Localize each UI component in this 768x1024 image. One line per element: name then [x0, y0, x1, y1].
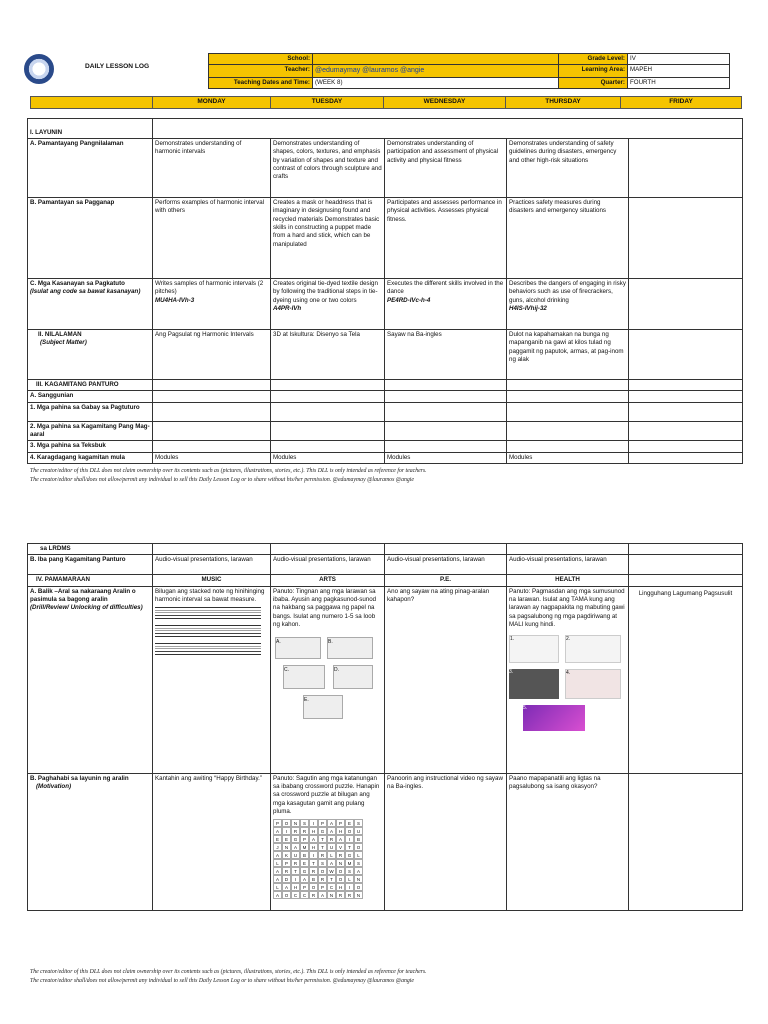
cell-tuesday: Demonstrates understanding of shapes, colors, textures, and emphasis by variation of shapes and texture and contrast of colors through sculpture and crafts — [271, 139, 385, 198]
grade-field[interactable]: IV — [628, 54, 730, 65]
puzzle-cell[interactable]: G — [291, 835, 300, 843]
cell-friday — [629, 198, 743, 279]
puzzle-cell[interactable]: L — [345, 875, 354, 883]
objectives-table — [27, 118, 743, 464]
puzzle-cell[interactable]: S — [345, 867, 354, 875]
puzzle-row — [273, 867, 382, 875]
puzzle-cell[interactable]: P — [336, 819, 345, 827]
puzzle-cell[interactable]: S — [318, 859, 327, 867]
puzzle-cell[interactable]: I — [345, 883, 354, 891]
disclaimer-footer-2: The creator/editor of this DLL does not claim ownership over its contents such as (pictures, illustrations, stories, etc.). This DLL is only intended as reference for teachers. The creator/editor shall/does not allow/permit any individual to sell this Daily Lesson Log or to share without his/her permission. @edumaymay @lauramos @angie — [30, 969, 427, 984]
puzzle-cell[interactable]: A — [318, 891, 327, 899]
puzzle-cell[interactable]: A — [273, 891, 282, 899]
puzzle-cell[interactable]: U — [327, 843, 336, 851]
puzzle-row — [273, 851, 382, 859]
puzzle-cell[interactable]: A — [291, 843, 300, 851]
cell-wednesday: Modules — [385, 452, 507, 463]
puzzle-cell[interactable]: M — [345, 859, 354, 867]
puzzle-cell[interactable]: R — [345, 891, 354, 899]
puzzle-cell[interactable]: H — [309, 827, 318, 835]
header-table — [208, 53, 730, 89]
row-sanggunian: A. Sanggunian — [28, 391, 153, 402]
day-wednesday: WEDNESDAY — [384, 97, 506, 109]
puzzle-cell[interactable]: V — [336, 843, 345, 851]
puzzle-cell[interactable]: G — [318, 827, 327, 835]
row-label-balik: A. Balik –Aral sa nakaraang Aralin o pasimula sa bagong aralin (Drill/Review/ Unlocking of difficulties) — [28, 586, 153, 773]
puzzle-cell[interactable]: N — [327, 891, 336, 899]
music-staff-image — [155, 607, 261, 655]
cell-tuesday: Audio-visual presentations, larawan — [271, 555, 385, 575]
cell-monday: Demonstrates understanding of harmonic intervals — [153, 139, 271, 198]
cell-wednesday: Ano ang sayaw na ating pinag-aralan kahapon? — [385, 586, 507, 773]
procedure-table — [27, 543, 743, 911]
cell-tuesday: 3D at Iskultura: Disenyo sa Tela — [271, 330, 385, 380]
puzzle-cell[interactable]: E — [273, 835, 282, 843]
cell-thursday: Modules — [507, 452, 629, 463]
cell-monday: Ang Pagsulat ng Harmonic Intervals — [153, 330, 271, 380]
puzzle-row — [273, 819, 382, 827]
grade-label: Grade Level: — [559, 54, 628, 65]
dates-label: Teaching Dates and Time: — [209, 77, 313, 88]
cell-thursday: Audio-visual presentations, larawan — [507, 555, 629, 575]
row-label-kasanayan: C. Mga Kasanayan sa Pagkatuto (Isulat ang code sa bawat kasanayan) — [28, 279, 153, 330]
cell-monday: Kantahin ang awiting “Happy Birthday.” — [153, 773, 271, 910]
paper-bangs-steps-image: A. B. C. D. E. — [273, 633, 382, 723]
puzzle-cell[interactable]: H — [336, 883, 345, 891]
puzzle-cell[interactable]: S — [354, 819, 363, 827]
cell-tuesday: Creates original tie-dyed textile design by following the traditional steps in tie-dyeing using one or two colors A4PR-IVh — [271, 279, 385, 330]
puzzle-cell[interactable]: O — [309, 883, 318, 891]
puzzle-cell[interactable]: R — [336, 851, 345, 859]
puzzle-cell[interactable]: E — [345, 819, 354, 827]
cell-wednesday: Demonstrates understanding of participation and assessment of physical activity and physical fitness — [385, 139, 507, 198]
puzzle-cell[interactable]: P — [300, 883, 309, 891]
puzzle-cell[interactable]: W — [327, 867, 336, 875]
puzzle-cell[interactable]: K — [282, 851, 291, 859]
row-label-nilalaman: II. NILALAMAN (Subject Matter) — [28, 330, 153, 380]
cell-monday: Writes samples of harmonic intervals (2 pitches) MU4HA-IVh-3 — [153, 279, 271, 330]
puzzle-cell[interactable]: A — [273, 875, 282, 883]
puzzle-cell[interactable]: P — [318, 819, 327, 827]
puzzle-cell[interactable]: P — [300, 835, 309, 843]
puzzle-cell[interactable]: L — [327, 851, 336, 859]
puzzle-cell[interactable]: B — [354, 835, 363, 843]
puzzle-cell[interactable]: E — [282, 835, 291, 843]
puzzle-cell[interactable]: B — [309, 875, 318, 883]
cell-monday: Modules — [153, 452, 271, 463]
section-layunin: I. LAYUNIN — [28, 119, 153, 139]
cell-thursday: Panuto: Pagmasdan ang mga sumusunod na larawan. Isulat ang TAMA kung ang larawan ay nagpapakita ng mabuting gawi sa pagsalubong ng mga pagdiriwang at MALI kung hindi. 1. 2. 3. 4. 5. — [507, 586, 629, 773]
row-lrdms: sa LRDMS — [28, 544, 153, 555]
puzzle-cell[interactable]: O — [345, 827, 354, 835]
puzzle-cell[interactable]: T — [318, 843, 327, 851]
puzzle-cell[interactable]: H — [336, 827, 345, 835]
puzzle-row — [273, 891, 382, 899]
puzzle-cell[interactable]: A — [327, 859, 336, 867]
row-label: A. Pamantayang Pangnilalaman — [28, 139, 153, 198]
puzzle-row — [273, 835, 382, 843]
cell-wednesday: Sayaw na Ba-ingles — [385, 330, 507, 380]
puzzle-cell[interactable]: D — [282, 875, 291, 883]
cell-monday: Audio-visual presentations, larawan — [153, 555, 271, 575]
section-pamamaraan: IV. PAMAMARAAN — [28, 575, 153, 586]
puzzle-cell[interactable]: R — [300, 827, 309, 835]
row-iba-pang: B. Iba pang Kagamitang Panturo — [28, 555, 153, 575]
puzzle-cell[interactable]: A — [327, 827, 336, 835]
puzzle-cell[interactable]: L — [273, 859, 282, 867]
puzzle-cell[interactable]: R — [318, 875, 327, 883]
puzzle-cell[interactable]: G — [345, 851, 354, 859]
puzzle-cell[interactable]: R — [336, 891, 345, 899]
row-label: B. Pamantayan sa Pagganap — [28, 198, 153, 279]
puzzle-cell[interactable]: I — [309, 851, 318, 859]
puzzle-cell[interactable]: T — [318, 835, 327, 843]
day-header-row — [30, 96, 742, 109]
school-seal — [24, 54, 54, 84]
school-field[interactable] — [313, 54, 559, 65]
puzzle-cell[interactable]: S — [300, 819, 309, 827]
subject-pe: P.E. — [385, 575, 507, 586]
code: MU4HA-IVh-3 — [155, 296, 195, 304]
area-field[interactable]: MAPEH — [628, 65, 730, 77]
row-teksbuk: 3. Mga pahina sa Teksbuk — [28, 441, 153, 452]
cell-wednesday: Panoorin ang instructional video ng sayaw na Ba-ingles. — [385, 773, 507, 910]
puzzle-cell[interactable]: N — [336, 859, 345, 867]
quarter-field[interactable]: FOURTH — [628, 77, 730, 88]
cell-tuesday: Creates a mask or headdress that is imaginary in designusing found and recycled materials Demonstrates basic skills in constructing a puppet made from a hard and stick, which can be manipulated — [271, 198, 385, 279]
puzzle-cell[interactable]: U — [291, 851, 300, 859]
quarter-label: Quarter: — [559, 77, 628, 88]
puzzle-cell[interactable]: A — [273, 851, 282, 859]
puzzle-cell[interactable]: O — [354, 843, 363, 851]
puzzle-cell[interactable]: M — [300, 843, 309, 851]
puzzle-cell[interactable]: C — [300, 891, 309, 899]
cell-tuesday: Panuto: Sagutin ang mga katanungan sa ibabang crossword puzzle. Hanapin sa crossword puzzle at bilugan ang mga kasagutan gamit ang pulang pluma. P O N S I P A P E S A I R R H G A H O U E E G P A T R A I B J N A M H T U V T O A K U B I R L R G L L P R E T S A N M S A R T G R O W O S A A D I A B R T O L N L A H P O P C H I O A O C C R A N R R N — [271, 773, 385, 910]
puzzle-cell[interactable]: A — [282, 883, 291, 891]
cell-tuesday: Panuto: Tingnan ang mga larawan sa ibaba. Ayusin ang pagkasunod-sunod na hakbang sa paggawa ng papel na bangs. Isulat ang numero 1-5 sa loob ng kahon. A. B. C. D. E. — [271, 586, 385, 773]
puzzle-cell[interactable]: G — [300, 867, 309, 875]
puzzle-cell[interactable]: A — [300, 875, 309, 883]
health-pictures: 1. 2. 3. 4. 5. — [509, 633, 626, 733]
puzzle-cell[interactable]: A — [309, 835, 318, 843]
disclaimer-footer-1: The creator/editor of this DLL does not claim ownership over its contents such as (pictures, illustrations, stories, etc.). This DLL is only intended as reference for teachers. The creator/editor shall/does not allow/permit any individual to sell this Daily Lesson Log or to share without his/her permission. @edumaymay @lauramos @angie — [30, 468, 427, 483]
puzzle-cell[interactable]: S — [354, 859, 363, 867]
school-label: School: — [209, 54, 313, 65]
puzzle-row — [273, 843, 382, 851]
puzzle-cell[interactable]: O — [282, 891, 291, 899]
puzzle-row — [273, 875, 382, 883]
cell-thursday: Demonstrates understanding of safety guidelines during disasters, emergency and other high-risk situations — [507, 139, 629, 198]
document-title: DAILY LESSON LOG — [85, 63, 150, 70]
puzzle-row — [273, 859, 382, 867]
puzzle-cell[interactable]: T — [309, 859, 318, 867]
puzzle-cell[interactable]: N — [354, 875, 363, 883]
puzzle-cell[interactable]: R — [282, 867, 291, 875]
puzzle-cell[interactable]: H — [309, 843, 318, 851]
puzzle-cell[interactable]: R — [309, 867, 318, 875]
puzzle-cell[interactable]: P — [318, 883, 327, 891]
cell-monday: Performs examples of harmonic interval with others — [153, 198, 271, 279]
cell-friday — [629, 139, 743, 198]
puzzle-cell[interactable]: E — [300, 859, 309, 867]
puzzle-row — [273, 883, 382, 891]
puzzle-row — [273, 827, 382, 835]
puzzle-cell[interactable]: I — [291, 875, 300, 883]
puzzle-cell[interactable]: C — [291, 891, 300, 899]
cell-wednesday: Audio-visual presentations, larawan — [385, 555, 507, 575]
teacher-label: Teacher: — [209, 65, 313, 77]
puzzle-cell[interactable]: N — [291, 819, 300, 827]
code: PE4RD-IVc-h-4 — [387, 296, 431, 304]
row-gabay: 1. Mga pahina sa Gabay sa Pagtuturo — [28, 402, 153, 421]
puzzle-cell[interactable]: O — [282, 819, 291, 827]
day-friday: FRIDAY — [621, 97, 742, 109]
puzzle-cell[interactable]: N — [354, 891, 363, 899]
puzzle-cell[interactable]: R — [291, 827, 300, 835]
puzzle-cell[interactable]: I — [345, 835, 354, 843]
puzzle-cell[interactable]: A — [354, 867, 363, 875]
puzzle-cell[interactable]: P — [282, 859, 291, 867]
puzzle-cell[interactable]: O — [354, 883, 363, 891]
code: H4IS-IVhij-32 — [509, 305, 547, 313]
row-karagdagang: 4. Karagdagang kagamitan mula — [28, 452, 153, 463]
cell-thursday: Describes the dangers of engaging in risky behaviors such as use of firecrackers, guns, alcohol drinking H4IS-IVhij-32 — [507, 279, 629, 330]
puzzle-cell[interactable]: O — [336, 867, 345, 875]
puzzle-cell[interactable]: R — [309, 891, 318, 899]
area-label: Learning Area: — [559, 65, 628, 77]
puzzle-cell[interactable]: N — [282, 843, 291, 851]
subject-music: MUSIC — [153, 575, 271, 586]
puzzle-cell[interactable]: R — [291, 859, 300, 867]
cell-wednesday: Participates and assesses performance in physical activities. Assesses physical fitness. — [385, 198, 507, 279]
puzzle-cell[interactable]: R — [327, 835, 336, 843]
puzzle-cell[interactable]: C — [327, 883, 336, 891]
day-monday: MONDAY — [153, 97, 271, 109]
puzzle-cell[interactable]: O — [336, 875, 345, 883]
subject-arts: ARTS — [271, 575, 385, 586]
cell-thursday: Practices safety measures during disasters and emergency situations — [507, 198, 629, 279]
puzzle-cell[interactable]: B — [300, 851, 309, 859]
cell-tuesday: Modules — [271, 452, 385, 463]
row-kagamitan-mag: 2. Mga pahina sa Kagamitang Pang Mag-aaral — [28, 421, 153, 441]
puzzle-cell[interactable]: A — [273, 827, 282, 835]
section-kagamitan: III. KAGAMITANG PANTURO — [28, 380, 153, 391]
cell-wednesday: Executes the different skills involved in the dance PE4RD-IVc-h-4 — [385, 279, 507, 330]
code: A4PR-IVh — [273, 305, 302, 313]
puzzle-cell[interactable]: T — [327, 875, 336, 883]
dates-field[interactable]: (WEEK 8) — [313, 77, 559, 88]
puzzle-cell[interactable]: I — [282, 827, 291, 835]
teacher-field[interactable]: @edumaymay @lauramos @angie — [313, 65, 559, 77]
puzzle-cell[interactable]: T — [345, 843, 354, 851]
puzzle-cell[interactable]: O — [318, 867, 327, 875]
puzzle-cell[interactable]: L — [354, 851, 363, 859]
cell-thursday: Dulot na kapahamakan na bunga ng mapanganib na gawi at kilos tulad ng paggamit ng paputok, armas, at pag-inom ng alak — [507, 330, 629, 380]
puzzle-cell[interactable]: A — [273, 867, 282, 875]
cell-thursday: Paano mapapanatili ang ligtas na pagsalubong sa isang okasyon? — [507, 773, 629, 910]
puzzle-cell[interactable]: A — [336, 835, 345, 843]
subject-health: HEALTH — [507, 575, 629, 586]
crossword-puzzle — [273, 819, 382, 899]
puzzle-cell[interactable]: A — [327, 819, 336, 827]
puzzle-cell[interactable]: I — [309, 819, 318, 827]
puzzle-cell[interactable]: T — [291, 867, 300, 875]
puzzle-cell[interactable]: R — [318, 851, 327, 859]
puzzle-cell[interactable]: L — [273, 883, 282, 891]
day-thursday: THURSDAY — [506, 97, 621, 109]
cell-monday: Bilugan ang stacked note ng hinihinging harmonic interval sa bawat measure. — [153, 586, 271, 773]
puzzle-cell[interactable]: P — [273, 819, 282, 827]
row-label-paghahabi: B. Paghahabi sa layunin ng aralin (Motivation) — [28, 773, 153, 910]
puzzle-cell[interactable]: U — [354, 827, 363, 835]
day-tuesday: TUESDAY — [271, 97, 384, 109]
cell-friday: Lingguhang Lagumang Pagsusulit — [629, 586, 743, 773]
puzzle-cell[interactable]: J — [273, 843, 282, 851]
puzzle-cell[interactable]: H — [291, 883, 300, 891]
